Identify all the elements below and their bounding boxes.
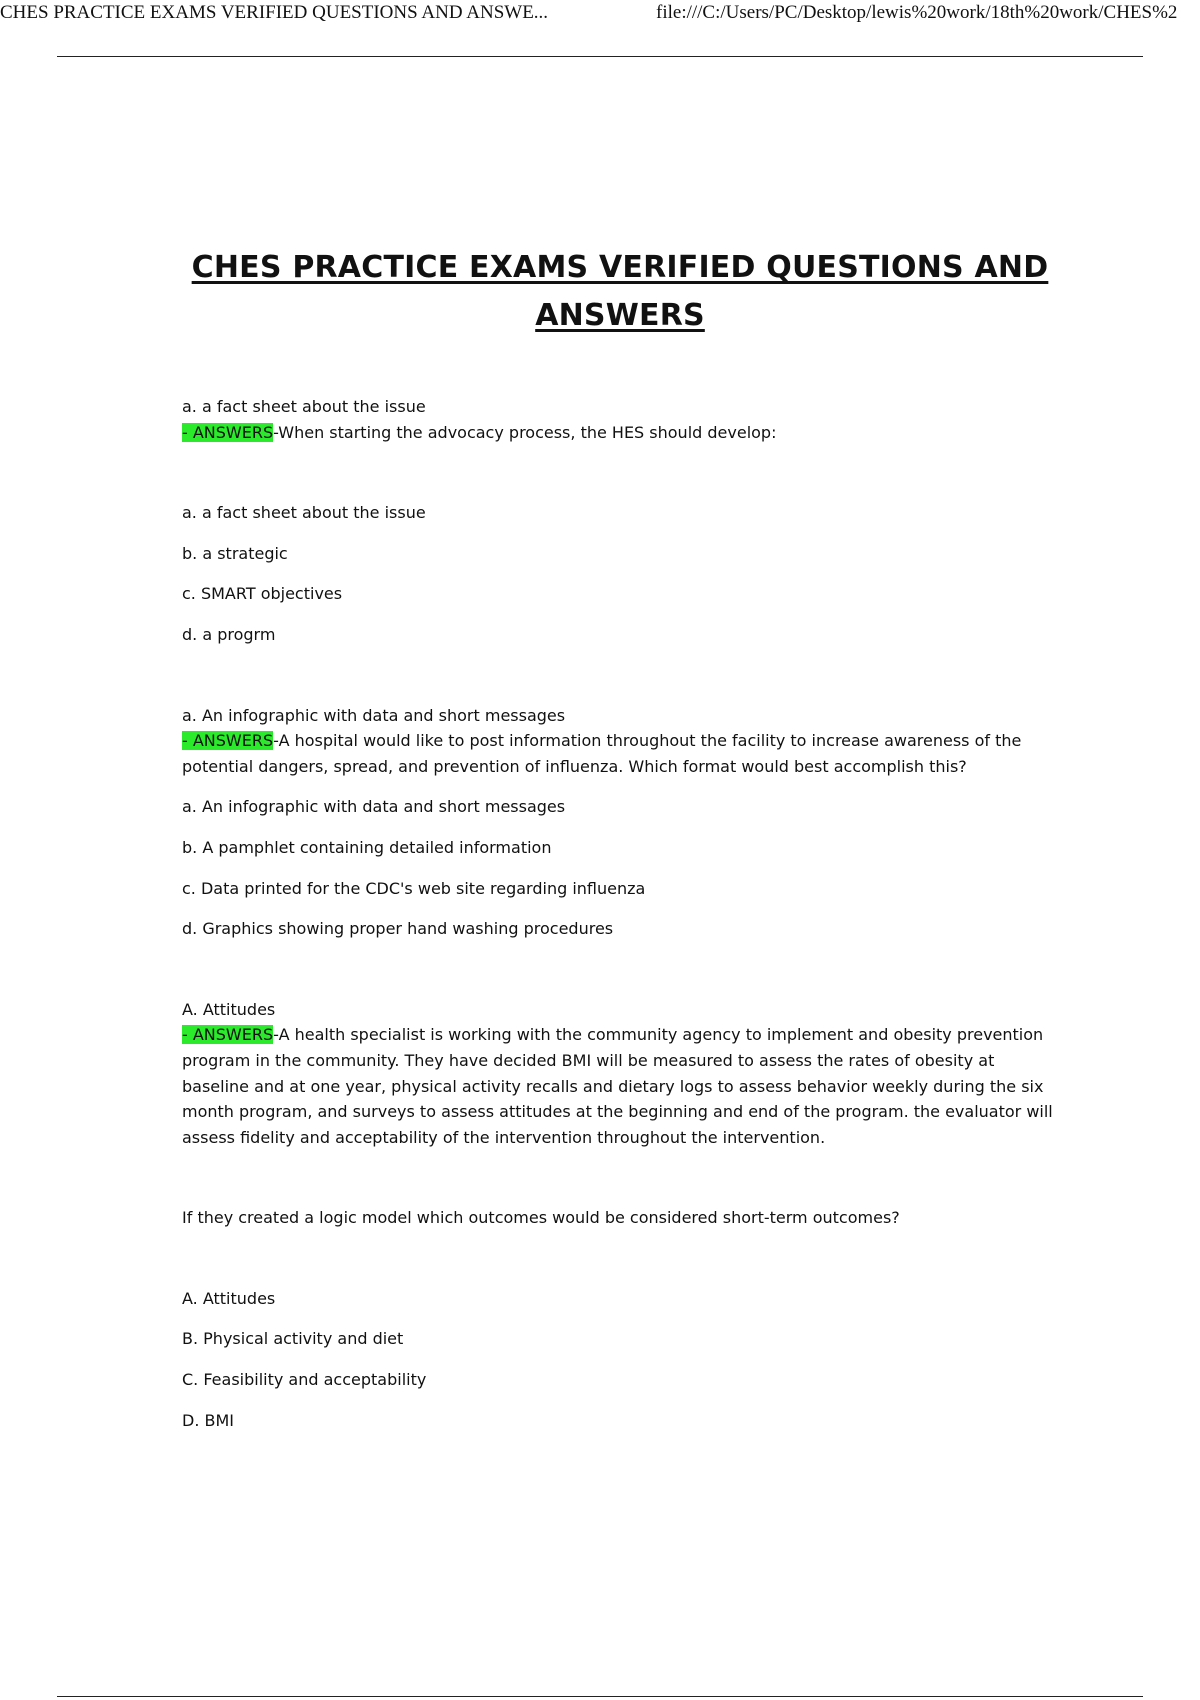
question-block-2: [182, 703, 1054, 942]
answer-option: a. a fact sheet about the issue: [182, 503, 426, 523]
print-header: [0, 0, 1200, 28]
footer-divider: [57, 1696, 1143, 1697]
answer-option: b. a strategic: [182, 543, 288, 563]
answer-option: b. A pamphlet containing detailed information: [182, 837, 552, 857]
question-block-1: [182, 394, 1054, 648]
question-stem: [182, 728, 1054, 779]
answer-option: C. Feasibility and acceptability: [182, 1370, 427, 1390]
question-stem-text: -A hospital would like to post information throughout the facility to increase awareness of the potential dangers, spread, and prevention of influenza. Which format would best accomplish this?: [182, 731, 1022, 776]
question-stem-text: -A health specialist is working with the community agency to implement and obesity prevention program in the community. They have decided BMI will be measured to assess the rates of obesity at baseline and at one year, physical activity recalls and dietary logs to assess behavior weekly during the six month program, and surveys to assess attitudes at the beginning and end of the program. the evaluator will assess fidelity and acceptability of the intervention throughout the intervention.: [182, 1025, 1053, 1147]
answer-option: A. Attitudes: [182, 1288, 276, 1308]
answer-line: a. a fact sheet about the issue: [182, 397, 426, 416]
answer-option: d. Graphics showing proper hand washing procedures: [182, 919, 614, 939]
answer-option: D. BMI: [182, 1410, 234, 1430]
print-header-file-path: file:///C:/Users/PC/Desktop/lewis%20work/18th%20work/CHES%2: [656, 2, 1178, 23]
answers-highlight-tag: - ANSWERS: [182, 422, 274, 442]
print-header-title: CHES PRACTICE EXAMS VERIFIED QUESTIONS AND ANSWE...: [0, 2, 549, 23]
header-divider: [57, 56, 1143, 57]
answer-option: c. SMART objectives: [182, 584, 343, 604]
question-stem-text: -When starting the advocacy process, the HES should develop:: [273, 422, 777, 442]
answer-option: B. Physical activity and diet: [182, 1329, 404, 1349]
answer-line: A. Attitudes: [182, 999, 276, 1019]
answers-highlight-tag: - ANSWERS: [182, 1025, 274, 1045]
question-block-3: [182, 997, 1054, 1434]
document-title: CHES PRACTICE EXAMS VERIFIED QUESTIONS AND ANSWERS: [191, 250, 1049, 333]
question-stem: [182, 420, 1054, 446]
answers-highlight-tag: - ANSWERS: [182, 731, 274, 751]
document-body: [182, 394, 1054, 1448]
answer-option: d. a progrm: [182, 624, 276, 644]
question-prompt: If they created a logic model which outcomes would be considered short-term outcomes?: [182, 1208, 900, 1228]
question-stem: [182, 1022, 1054, 1150]
answer-line: a. An infographic with data and short messages: [182, 705, 566, 725]
answer-option: a. An infographic with data and short messages: [182, 797, 566, 817]
answer-option: c. Data printed for the CDC's web site regarding influenza: [182, 878, 646, 898]
